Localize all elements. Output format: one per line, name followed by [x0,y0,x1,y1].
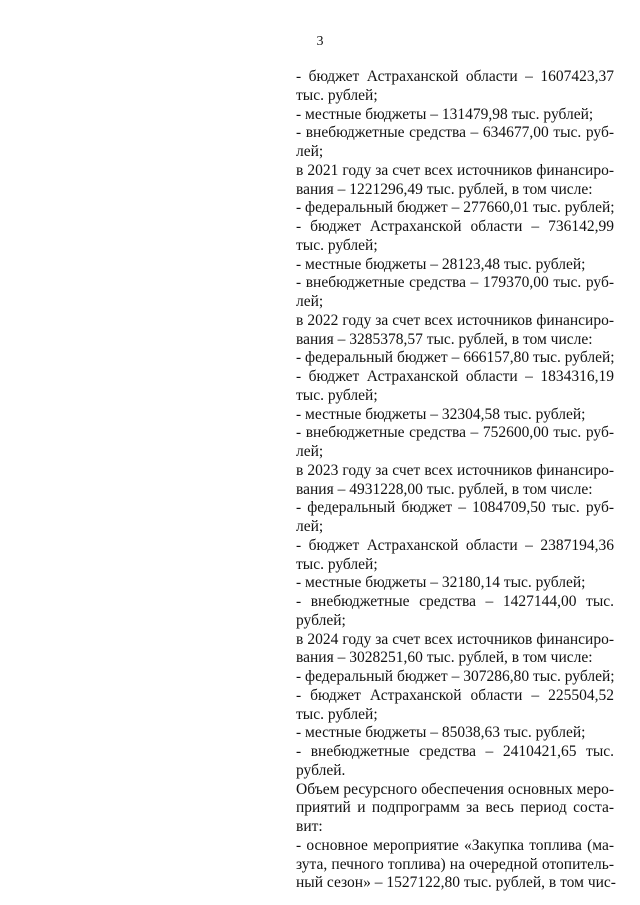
text-line: тыс. рублей; [296,236,378,254]
text-line: рублей; [296,611,346,629]
text-line: рублей. [296,761,346,779]
text-line: - внебюджетные средства – 752600,00 тыс. руб- [296,424,614,442]
text-line: лей; [296,518,324,535]
text-line: - внебюджетные средства – 634677,00 тыс. руб- [296,124,614,142]
text-line: тыс. рублей; [296,386,378,404]
text-line: Объем ресурсного обеспечения основных меро- [296,780,614,798]
document-body [296,68,614,893]
text-line: лей; [296,143,324,160]
text-line: - внебюджетные средства – 2410421,65 тыс. [296,743,614,760]
text-line: тыс. рублей; [296,705,378,723]
page-number: 3 [316,34,324,49]
text-line: - бюджет Астраханской области – 736142,99 [296,218,614,235]
text-line: вания – 4931228,00 тыс. рублей, в том числе: [296,480,593,498]
text-line: - федеральный бюджет – 666157,80 тыс. рублей; [296,349,615,367]
text-line: в 2022 году за счет всех источников финансиро- [296,311,614,329]
text-line: - бюджет Астраханской области – 2387194,36 [296,536,614,554]
text-line: вания – 1221296,49 тыс. рублей, в том числе: [296,180,593,198]
text-line: вания – 3285378,57 тыс. рублей, в том числе: [296,330,593,348]
text-line: - бюджет Астраханской области – 1834316,19 [296,368,614,385]
text-line: приятий и подпрограмм за весь период соста- [296,799,614,817]
text-line: - федеральный бюджет – 1084709,50 тыс. руб- [296,499,614,517]
text-line: - местные бюджеты – 32180,14 тыс. рублей; [296,574,586,592]
text-line: тыс. рублей; [296,555,378,573]
text-line: лей; [296,443,324,460]
text-line: тыс. рублей; [296,86,378,104]
text-line: зута, печного топлива) на очередной отопитель- [296,855,614,873]
text-line: - местные бюджеты – 32304,58 тыс. рублей; [296,405,586,423]
text-line: лей; [296,293,324,310]
text-line: - бюджет Астраханской области – 1607423,37 [296,68,614,85]
text-line: в 2021 году за счет всех источников финансиро- [296,161,614,179]
text-line: вит: [296,818,323,835]
text-line: - внебюджетные средства – 1427144,00 тыс. [296,593,614,610]
text-line: - бюджет Астраханской области – 225504,52 [296,686,614,704]
text-line: в 2024 году за счет всех источников финансиро- [296,630,614,648]
text-line: - основное мероприятие «Закупка топлива (ма- [296,836,614,854]
text-line: - местные бюджеты – 85038,63 тыс. рублей; [296,724,586,742]
text-line: вания – 3028251,60 тыс. рублей, в том числе: [296,649,593,667]
text-line: в 2023 году за счет всех источников финансиро- [296,461,614,479]
text-line: - внебюджетные средства – 179370,00 тыс. руб- [296,274,614,292]
text-line: ный сезон» – 1527122,80 тыс. рублей, в том чис- [296,874,616,892]
text-line: - федеральный бюджет – 307286,80 тыс. рублей; [296,668,615,685]
text-line: - местные бюджеты – 131479,98 тыс. рублей; [296,105,594,123]
text-line: - местные бюджеты – 28123,48 тыс. рублей; [296,255,586,273]
text-line: - федеральный бюджет – 277660,01 тыс. рублей; [296,199,615,217]
